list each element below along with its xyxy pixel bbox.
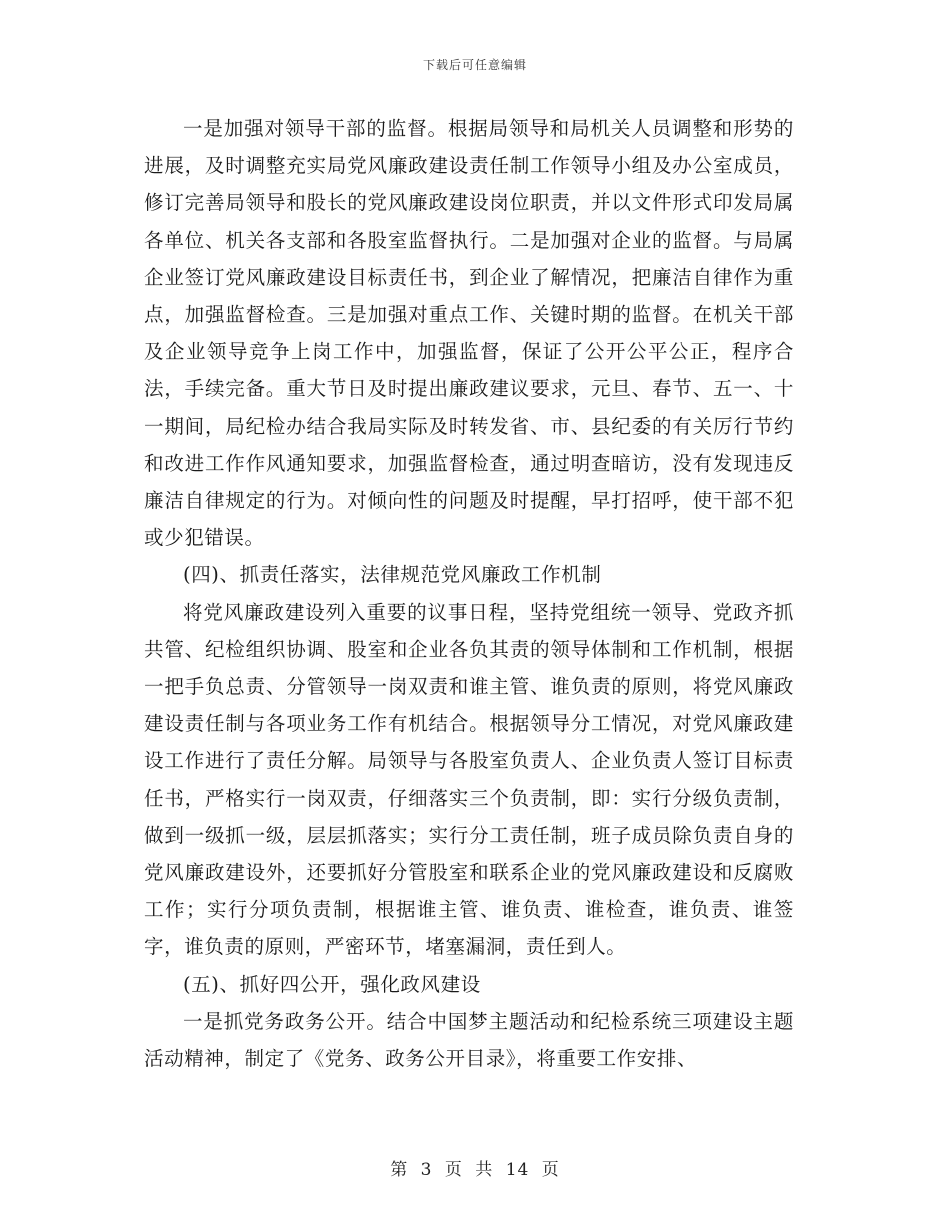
paragraph-openness: 一是抓党务政务公开。结合中国梦主题活动和纪检系统三项建设主题活动精神，制定了《党务、政务公开目录》，将重要工作安排、	[144, 1009, 794, 1071]
paragraph-responsibility: 将党风廉政建设列入重要的议事日程，坚持党组统一领导、党政齐抓共管、纪检组织协调、股室和企业各负其责的领导体制和工作机制，根据一把手负总责、分管领导一岗双责和谁主管、谁负责的原则，将党风廉政建设责任制与各项业务工作有机结合。根据领导分工情况，对党风廉政建设工作进行了责任分解。局领导与各股室负责人、企业负责人签订目标责任书，严格实行一岗双责，仔细落实三个负责制，即：实行分级负责制，做到一级抓一级，层层抓落实；实行分工责任制，班子成员除负责自身的党风廉政建设外，还要抓好分管股室和联系企业的党风廉政建设和反腐败工作；实行分项负责制，根据谁主管、谁负责、谁检查，谁负责、谁签字，谁负责的原则，严密环节，堵塞漏洞，责任到人。	[144, 600, 794, 959]
section-heading-4: (四)、抓责任落实，法律规范党风廉政工作机制	[183, 563, 602, 587]
section-heading-5: (五)、抓好四公开，强化政风建设	[183, 972, 481, 996]
document-body	[144, 110, 794, 1077]
header-note: 下载后可任意编辑	[422, 58, 527, 72]
page-number: 第 3 页 共 14 页	[390, 1160, 560, 1180]
paragraph-supervision: 一是加强对领导干部的监督。根据局领导和局机关人员调整和形势的进展，及时调整充实局党风廉政建设责任制工作领导小组及办公室成员，修订完善局领导和股长的党风廉政建设岗位职责，并以文件形式印发局属各单位、机关各支部和各股室监督执行。二是加强对企业的监督。与局属企业签订党风廉政建设目标责任书，到企业了解情况，把廉洁自律作为重点，加强监督检查。三是加强对重点工作、关键时期的监督。在机关干部及企业领导竞争上岗工作中，加强监督，保证了公开公平公正，程序合法，手续完备。重大节日及时提出廉政建议要求，元旦、春节、五一、十一期间，局纪检办结合我局实际及时转发省、市、县纪委的有关厉行节约和改进工作作风通知要求，加强监督检查，通过明查暗访，没有发现违反廉洁自律规定的行为。对倾向性的问题及时提醒，早打招呼，使干部不犯或少犯错误。	[144, 117, 794, 550]
